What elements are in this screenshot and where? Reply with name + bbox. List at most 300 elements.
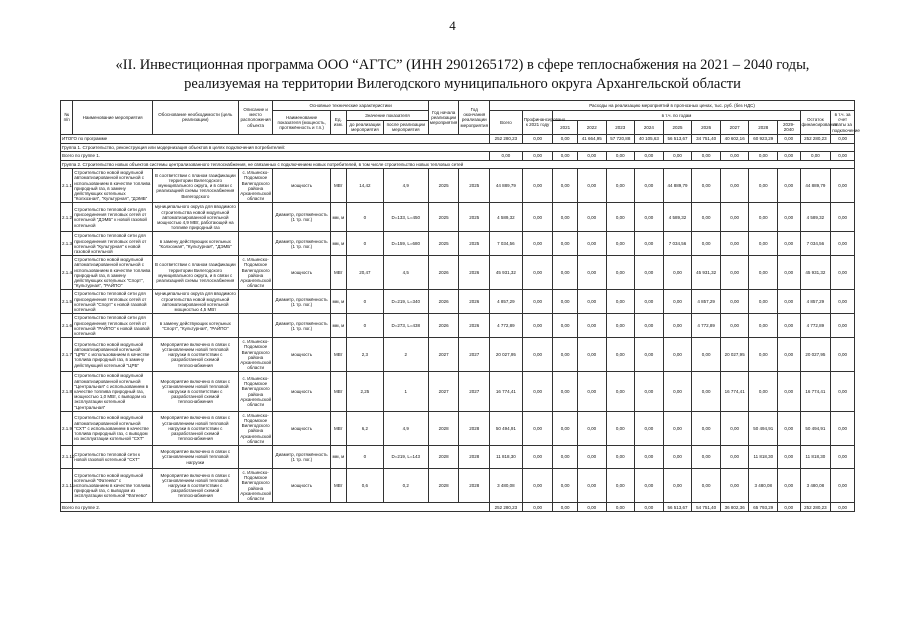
total-value: 0,00	[663, 152, 692, 161]
finance-value: 0,00	[692, 232, 721, 256]
finance-value: 0,00	[749, 203, 778, 232]
finance-value: 0,00	[663, 372, 692, 411]
finance-value: 16 774,41	[720, 372, 749, 411]
finance-value: 0,00	[606, 445, 635, 468]
measure-name: Строительство новой модульной автоматизированной котельной с использованием в качестве топлива природный газ, в замену действующих котельных "Колхозная", "Культурная", "ДЭМБ"	[73, 169, 153, 203]
title-line-1: «II. Инвестиционная программа ООО “АГТС” (ИНН 2901265172) в сфере теплоснабжения на 2021 – 2040 годы,	[115, 57, 810, 73]
total-value: 252 280,23	[490, 503, 523, 512]
measure-reason: муниципального округа для вводимого строительства новой модульной автоматизированной котельной мощностью 4,5 МВт	[152, 290, 238, 314]
finance-value: 0,00	[831, 314, 855, 338]
finance-value: 0,00	[635, 290, 664, 314]
col-place: Описание и место расположения объекта	[238, 101, 273, 135]
finance-value: 0,00	[720, 314, 749, 338]
indicator: Диаметр, протяжённость (1 тр. пог.)	[273, 445, 330, 468]
measure-name: Строительство новой модульной автоматизированной котельной "ЦРБ" с использованием в качестве топлива природный газ, в замену действующей котельной "ЦРБ"	[73, 338, 153, 372]
measure-name: Строительство новой модульной автоматизированной котельной "СХТ" с использованием в качестве топлива природный газ, с выводом из эксплуатации котельной "СХТ"	[73, 411, 153, 445]
finance-value: 0,00	[749, 232, 778, 256]
row-number: 2.1.10	[61, 445, 73, 468]
finance-value: 3 480,08	[490, 468, 523, 502]
finance-value: 4 589,32	[663, 203, 692, 232]
finance-value: 0,00	[831, 338, 855, 372]
finance-value: 0,00	[692, 411, 721, 445]
group-header-row	[61, 143, 855, 151]
start-year: 2025	[428, 203, 459, 232]
row-number: 2.1.1	[61, 169, 73, 203]
measure-reason: в замену действующих котельных "Спорт", "Культурная", "РАЙПО"	[152, 314, 238, 338]
finance-value: 0,00	[553, 169, 578, 203]
table-row	[61, 314, 855, 338]
total-row	[61, 134, 855, 143]
value-before: 6,2	[347, 411, 384, 445]
end-year: 2027	[459, 372, 490, 411]
end-year: 2025	[459, 203, 490, 232]
finance-value: 0,00	[577, 445, 606, 468]
finance-value: 0,00	[778, 338, 800, 372]
finance-value: 0,00	[663, 468, 692, 502]
finance-value: 11 818,30	[490, 445, 523, 468]
finance-value: 0,00	[749, 290, 778, 314]
measure-place: с. Ильинско-Подомское Вилегодского района Архангельской области	[240, 469, 272, 501]
finance-value: 0,00	[692, 169, 721, 203]
indicator: Диаметр, протяжённость (1 тр. пог.)	[273, 232, 330, 256]
total-value: 252 280,23	[490, 134, 523, 143]
finance-value: 0,00	[692, 468, 721, 502]
value-before: 0	[347, 203, 384, 232]
indicator: мощность	[273, 256, 330, 290]
total-value: 60 923,29	[749, 134, 778, 143]
total-value: 65 793,29	[749, 503, 778, 512]
total-label: ИТОГО по программе	[61, 134, 490, 143]
finance-value: 4 589,32	[490, 203, 523, 232]
finance-value: 0,00	[831, 468, 855, 502]
finance-value: 0,00	[720, 290, 749, 314]
total-value: 0,00	[490, 152, 523, 161]
start-year: 2028	[428, 445, 459, 468]
finance-value: 0,00	[831, 290, 855, 314]
finance-value: 4 589,32	[800, 203, 831, 232]
value-after: 2	[383, 338, 428, 372]
value-after: D=219, L=143	[383, 445, 428, 468]
col-year-2026: 2026	[692, 121, 721, 135]
value-after: 1	[383, 372, 428, 411]
unit: МВт	[330, 256, 346, 290]
finance-value: 0,00	[522, 314, 553, 338]
finance-value: 0,00	[720, 411, 749, 445]
unit: МВт	[330, 338, 346, 372]
end-year: 2028	[459, 411, 490, 445]
finance-value: 0,00	[692, 445, 721, 468]
finance-value: 0,00	[635, 203, 664, 232]
unit: мм, м	[330, 290, 346, 314]
total-value: 0,00	[577, 503, 606, 512]
value-before: 20,47	[347, 256, 384, 290]
value-before: 0,6	[347, 468, 384, 502]
end-year: 2028	[459, 468, 490, 502]
indicator: Диаметр, протяжённость (1 тр. пог.)	[273, 290, 330, 314]
finance-value: 0,00	[553, 372, 578, 411]
finance-value: 4 772,89	[692, 314, 721, 338]
total-value: 0,00	[720, 152, 749, 161]
start-year: 2026	[428, 290, 459, 314]
row-number: 2.1.11	[61, 468, 73, 502]
finance-value: 0,00	[522, 411, 553, 445]
measure-place: с. Ильинско-Подомское Вилегодского района Архангельской области	[240, 339, 272, 371]
total-value: 54 751,40	[692, 503, 721, 512]
unit: мм, м	[330, 445, 346, 468]
finance-value: 0,00	[635, 232, 664, 256]
col-unit: Ед. изм.	[330, 111, 346, 135]
finance-value: 0,00	[606, 203, 635, 232]
table-body	[61, 134, 855, 511]
measure-reason: Мероприятие включено в связи с установлением новой тепловой нагрузки в соответствии с разработанной схемой теплоснабжения	[152, 372, 238, 411]
value-after: 0,2	[383, 468, 428, 502]
total-value: 41 664,95	[577, 134, 606, 143]
finance-value: 0,00	[778, 372, 800, 411]
total-value: 0,00	[635, 152, 664, 161]
col-start: Год начала реализации мероприятия	[428, 101, 459, 135]
table-row	[61, 468, 855, 502]
total-row	[61, 152, 855, 161]
table-row	[61, 203, 855, 232]
finance-value: 0,00	[522, 290, 553, 314]
col-before: до реализации мероприятия	[347, 121, 384, 135]
total-value: 0,00	[606, 152, 635, 161]
finance-value: 20 027,95	[800, 338, 831, 372]
measure-place: с. Ильинско-Подомское Вилегодского района Архангельской области	[240, 412, 272, 444]
unit: мм, м	[330, 314, 346, 338]
finance-value: 0,00	[692, 203, 721, 232]
finance-value: 0,00	[749, 256, 778, 290]
finance-value: 0,00	[553, 203, 578, 232]
finance-value: 50 494,91	[490, 411, 523, 445]
finance-value: 11 818,30	[749, 445, 778, 468]
group-main-header: Основные технические характеристики	[273, 101, 428, 111]
total-value: 0,00	[606, 503, 635, 512]
col-connection-fee: в т.ч. за счет платы за подключение	[832, 112, 860, 133]
finance-value: 0,00	[778, 411, 800, 445]
finance-value: 0,00	[831, 411, 855, 445]
finance-value: 0,00	[553, 290, 578, 314]
group-finance-header: Расходы на реализацию мероприятий в прогнозных ценах, тыс. руб. (без НДС)	[490, 101, 855, 111]
measure-place: с. Ильинско-Подомское Вилегодского района Архангельской области	[240, 257, 272, 289]
page-number: 4	[449, 18, 456, 33]
finance-value: 0,00	[635, 372, 664, 411]
finance-value: 0,00	[663, 411, 692, 445]
row-number: 2.1.5	[61, 290, 73, 314]
finance-value: 0,00	[522, 203, 553, 232]
value-before: 0	[347, 232, 384, 256]
col-year-2029-2040: 2029-2040	[778, 121, 800, 135]
finance-value: 16 774,41	[490, 372, 523, 411]
finance-value: 0,00	[606, 169, 635, 203]
total-value: 0,00	[522, 503, 553, 512]
total-value: 0,00	[553, 503, 578, 512]
finance-value: 0,00	[692, 372, 721, 411]
measure-name: Строительство тепловой сети для присоединения тепловых сетей от котельной "Культурная" к новой газовой котельной	[73, 232, 153, 256]
unit: МВт	[330, 411, 346, 445]
finance-value: 4 772,89	[490, 314, 523, 338]
finance-value: 0,00	[663, 338, 692, 372]
total-label: Всего по группе 1.	[61, 152, 490, 161]
finance-value: 0,00	[522, 468, 553, 502]
unit: МВт	[330, 468, 346, 502]
row-number: 2.1.2	[61, 203, 73, 232]
unit: МВт	[330, 169, 346, 203]
finance-value: 0,00	[749, 372, 778, 411]
finance-value: 0,00	[522, 372, 553, 411]
finance-value: 0,00	[831, 445, 855, 468]
finance-value: 20 027,95	[720, 338, 749, 372]
finance-value: 0,00	[635, 256, 664, 290]
finance-value: 45 931,32	[490, 256, 523, 290]
finance-value: 45 931,32	[692, 256, 721, 290]
finance-value: 0,00	[577, 372, 606, 411]
total-value: 0,00	[831, 152, 855, 161]
finance-value: 0,00	[553, 468, 578, 502]
measure-name: Строительство новой модульной автоматизированной котельной с использованием в качестве топлива природный газ, в замену действующих котельных "Спорт", "Культурная", "РАЙПО"	[73, 256, 153, 290]
end-year: 2026	[459, 290, 490, 314]
col-name: Наименование мероприятия	[73, 101, 153, 135]
finance-value: 0,00	[720, 256, 749, 290]
finance-value: 0,00	[577, 203, 606, 232]
total-value: 0,00	[749, 152, 778, 161]
finance-value: 0,00	[606, 411, 635, 445]
end-year: 2025	[459, 232, 490, 256]
finance-value: 0,00	[778, 256, 800, 290]
measure-reason: В соответствии с планом газификации территории Вилегодского муниципального округа, и в связи с реализацией схемы теплоснабжения	[152, 256, 238, 290]
indicator: Диаметр, протяжённость (1 тр. пог.)	[273, 314, 330, 338]
title-line-2: реализуемая на территории Вилегодского муниципального округа Архангельской области	[184, 76, 741, 92]
value-subheader: Значение показателя	[347, 111, 429, 121]
finance-value: 16 774,41	[800, 372, 831, 411]
start-year: 2028	[428, 411, 459, 445]
col-remaining: Остаток финансирования	[800, 111, 831, 135]
group-label: Группа 1. Строительство, реконструкция или модернизация объектов в целях подключения потребителей:	[61, 143, 855, 151]
value-before: 2,3	[347, 338, 384, 372]
total-value: 252 280,23	[800, 134, 831, 143]
finance-value: 0,00	[778, 290, 800, 314]
measure-name: Строительство новой модульной котельной "Фатеево" с использованием в качестве топлива природный газ, с выводом из эксплуатации котельной "Фатеево"	[73, 468, 153, 502]
group-header-row	[61, 161, 855, 169]
finance-value: 0,00	[606, 372, 635, 411]
finance-value: 0,00	[522, 169, 553, 203]
finance-value: 0,00	[778, 445, 800, 468]
finance-value: 20 027,95	[490, 338, 523, 372]
total-value: 0,00	[577, 152, 606, 161]
finance-value: 3 480,08	[749, 468, 778, 502]
finance-value: 0,00	[778, 203, 800, 232]
finance-value: 0,00	[635, 169, 664, 203]
finance-value: 0,00	[720, 203, 749, 232]
total-value: 0,00	[553, 152, 578, 161]
measure-reason: Мероприятие включено в связи с установлением новой тепловой нагрузки	[152, 445, 238, 468]
start-year: 2026	[428, 256, 459, 290]
col-total: Всего	[490, 111, 523, 135]
total-label: Всего по группе 2.	[61, 503, 490, 512]
col-year-2028: 2028	[749, 121, 778, 135]
unit: мм, м	[330, 232, 346, 256]
finance-value: 0,00	[577, 338, 606, 372]
finance-value: 0,00	[553, 256, 578, 290]
finance-value: 4 772,89	[800, 314, 831, 338]
total-value: 0,00	[800, 152, 831, 161]
value-after: 4,5	[383, 256, 428, 290]
finance-value: 0,00	[749, 314, 778, 338]
finance-value: 0,00	[720, 468, 749, 502]
total-value: 40 602,16	[720, 134, 749, 143]
finance-value: 0,00	[577, 290, 606, 314]
finance-value: 3 480,08	[800, 468, 831, 502]
total-value: 57 720,88	[606, 134, 635, 143]
finance-value: 44 889,79	[490, 169, 523, 203]
value-after: D=219, L=340	[383, 290, 428, 314]
unit: МВт	[330, 372, 346, 411]
row-number: 2.1.9	[61, 411, 73, 445]
total-value: 252 280,23	[800, 503, 831, 512]
value-after: 4,9	[383, 169, 428, 203]
end-year: 2027	[459, 338, 490, 372]
start-year: 2028	[428, 468, 459, 502]
group-label: Группа 2. Строительство новых объектов системы централизованного теплоснабжения, не связанных с подключением новых потребителей, в том числе строительство новых тепловых сетей	[61, 161, 855, 169]
total-value: 56 513,67	[663, 503, 692, 512]
finance-value: 0,00	[635, 411, 664, 445]
indicator: мощность	[273, 411, 330, 445]
finance-value: 0,00	[606, 338, 635, 372]
measure-reason: Мероприятие включено в связи с установлением новой тепловой нагрузки в соответствии с разработанной схемой теплоснабжения	[152, 338, 238, 372]
col-indicator: Наименование показателя (мощность, протяжённость и т.п.)	[273, 111, 330, 135]
measure-reason: в замену действующих котельных "Колхозная", "Культурная", "ДЭМБ"	[152, 232, 238, 256]
indicator: мощность	[273, 169, 330, 203]
value-after: D=133, L=450	[383, 203, 428, 232]
col-year-2022: 2022	[577, 121, 606, 135]
row-number: 2.1.6	[61, 314, 73, 338]
end-year: 2026	[459, 256, 490, 290]
total-value: 36 802,36	[720, 503, 749, 512]
value-before: 14,42	[347, 169, 384, 203]
finance-value: 0,00	[831, 203, 855, 232]
measure-reason: муниципального округа для вводимого строительства новой модульной автоматизированной котельной мощностью 4,9 МВт, работающей на топливе природный газ	[152, 203, 238, 232]
total-value: 40 105,63	[635, 134, 664, 143]
finance-value: 0,00	[831, 232, 855, 256]
measure-reason: В соответствии с планом газификации территории Вилегодского муниципального округа, и в связи с реализацией схемы теплоснабжения Вилегодского	[152, 169, 238, 203]
row-number: 2.1.3	[61, 232, 73, 256]
finance-value: 7 034,56	[663, 232, 692, 256]
page-title	[60, 56, 865, 94]
start-year: 2026	[428, 314, 459, 338]
measure-place	[238, 203, 273, 232]
finance-value: 0,00	[606, 314, 635, 338]
finance-value: 0,00	[749, 338, 778, 372]
finance-value: 0,00	[720, 169, 749, 203]
finance-value: 0,00	[720, 445, 749, 468]
total-value: 0,00	[831, 503, 855, 512]
measure-place	[238, 445, 273, 468]
col-after: после реализации мероприятия	[383, 121, 428, 135]
total-value: 0,00	[778, 152, 800, 161]
measure-name: Строительство тепловой сети для присоединения тепловых сетей от котельной "РАЙПО" к новой газовой котельной	[73, 314, 153, 338]
finance-value: 0,00	[522, 338, 553, 372]
row-number: 2.1.4	[61, 256, 73, 290]
end-year: 2028	[459, 445, 490, 468]
col-reason: Обоснование необходимости (цель реализации)	[152, 101, 238, 135]
value-before: 0	[347, 445, 384, 468]
finance-value: 0,00	[553, 445, 578, 468]
finance-value: 0,00	[553, 338, 578, 372]
row-number: 2.1.8	[61, 372, 73, 411]
table-row	[61, 338, 855, 372]
finance-value: 0,00	[553, 314, 578, 338]
finance-value: 50 494,91	[800, 411, 831, 445]
table-row	[61, 169, 855, 203]
finance-value: 0,00	[635, 445, 664, 468]
total-value: 0,00	[635, 503, 664, 512]
finance-value: 0,00	[522, 445, 553, 468]
finance-value: 0,00	[749, 169, 778, 203]
indicator: мощность	[273, 338, 330, 372]
finance-value: 0,00	[831, 256, 855, 290]
finance-value: 44 889,79	[800, 169, 831, 203]
start-year: 2025	[428, 169, 459, 203]
finance-value: 0,00	[577, 256, 606, 290]
total-value: 0,00	[778, 503, 800, 512]
measure-name: Строительство тепловой сети к новой газовой котельной "СХТ"	[73, 445, 153, 468]
row-number: 2.1.7	[61, 338, 73, 372]
finance-value: 0,00	[778, 468, 800, 502]
measure-name: Строительство тепловой сети для присоединения тепловых сетей от котельной "Спорт" к новой газовой котельной	[73, 290, 153, 314]
finance-value: 7 034,56	[490, 232, 523, 256]
total-value: 56 513,67	[663, 134, 692, 143]
finance-value: 0,00	[606, 256, 635, 290]
value-after: D=273, L=438	[383, 314, 428, 338]
finance-value: 0,00	[635, 314, 664, 338]
finance-value: 50 494,91	[749, 411, 778, 445]
table-row	[61, 232, 855, 256]
finance-value: 0,00	[778, 232, 800, 256]
col-year-2023: 2023	[606, 121, 635, 135]
finance-value: 0,00	[522, 256, 553, 290]
finance-value: 0,00	[606, 468, 635, 502]
finance-value: 0,00	[553, 232, 578, 256]
investment-program-table	[60, 100, 860, 512]
finance-value: 0,00	[577, 314, 606, 338]
total-value: 0,00	[522, 152, 553, 161]
table-row	[61, 445, 855, 468]
total-value: 0,00	[692, 152, 721, 161]
finance-value: 0,00	[522, 232, 553, 256]
total-value: 0,00	[831, 134, 855, 143]
finance-value: 0,00	[720, 232, 749, 256]
start-year: 2027	[428, 338, 459, 372]
finance-value: 0,00	[606, 232, 635, 256]
finance-value: 7 034,56	[800, 232, 831, 256]
finance-value: 4 857,29	[490, 290, 523, 314]
finance-value: 0,00	[692, 338, 721, 372]
finance-value: 0,00	[663, 256, 692, 290]
total-value: 0,00	[522, 134, 553, 143]
finance-value: 0,00	[635, 468, 664, 502]
finance-value: 4 857,29	[692, 290, 721, 314]
value-before: 0	[347, 314, 384, 338]
finance-value: 0,00	[635, 338, 664, 372]
col-year-2021: 2021	[553, 121, 578, 135]
value-after: D=159, L=680	[383, 232, 428, 256]
indicator: мощность	[273, 372, 330, 411]
finance-value: 44 889,79	[663, 169, 692, 203]
finance-value: 0,00	[663, 290, 692, 314]
end-year: 2026	[459, 314, 490, 338]
col-year-2027: 2027	[720, 121, 749, 135]
finance-value: 0,00	[577, 411, 606, 445]
